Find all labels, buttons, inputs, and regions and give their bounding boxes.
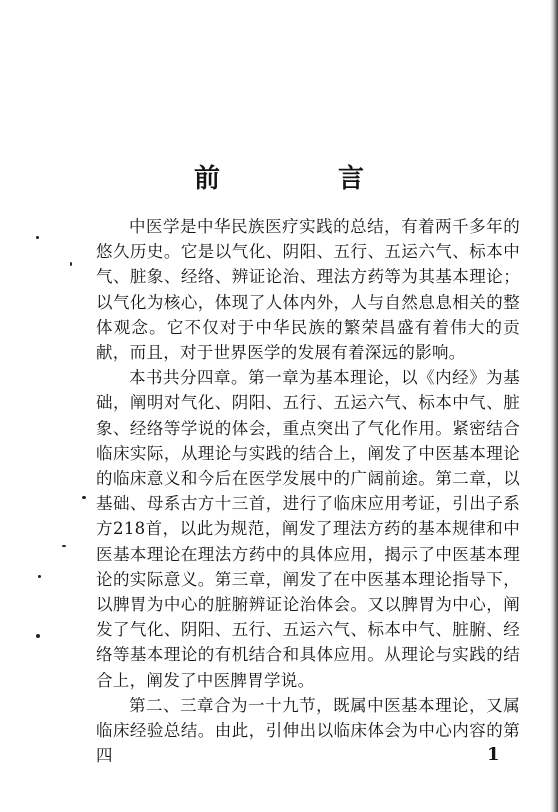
paragraph-2: 本书共分四章。第一章为基本理论，以《内经》为基础，阐明对气化、阴阳、五行、五运六气、标本中气、脏象、经络等学说的体会，重点突出了气化作用。紧密结合临床实际，从理论与实践的结合上，阐发了中医基本理论的临床意义和今后在医学发展中的广阔前途。第二章，以基础、母系古方十三首，进行了临床应用考证，引出子系方218首，以此为规范，阐发了理法方药的基本规律和中医基本理论在理法方药中的具体应用，揭示了中医基本理论的实际意义。第三章，阐发了在中医基本理论指导下，以脾胃为中心的脏腑辨证论治体会。又以脾胃为中心，阐发了气化、阴阳、五行、五运六气、标本中气、脏腑、经络等基本理论的有机结合和具体应用。从理论与实践的结合上，阐发了中医脾胃学说。 bbox=[96, 368, 520, 690]
scan-speck bbox=[36, 236, 39, 239]
scan-speck bbox=[82, 496, 86, 499]
scan-speck bbox=[38, 575, 41, 578]
page-number: 1 bbox=[487, 744, 500, 765]
page-title: 前 言 bbox=[193, 164, 410, 194]
scan-speck bbox=[70, 262, 72, 266]
paragraph-3: 第二、三章合为一十九节，既属中医基本理论，又属临床经验总结。由此，引伸出以临床体会为中心内容的第四 bbox=[96, 695, 520, 766]
preface-body bbox=[96, 214, 520, 768]
scan-speck bbox=[36, 634, 40, 638]
scan-edge bbox=[550, 0, 558, 812]
scan-speck bbox=[62, 545, 66, 547]
paragraph-1: 中医学是中华民族医疗实践的总结，有着两千多年的悠久历史。它是以气化、阴阳、五行、五运六气、标本中气、脏象、经络、辨证论治、理法方药等为其基本理论；以气化为核心，体现了人体内外，人与自然息息相关的整体观念。它不仅对于中华民族的繁荣昌盛有着伟大的贡献，而且，对于世界医学的发展有着深远的影响。 bbox=[96, 217, 520, 363]
